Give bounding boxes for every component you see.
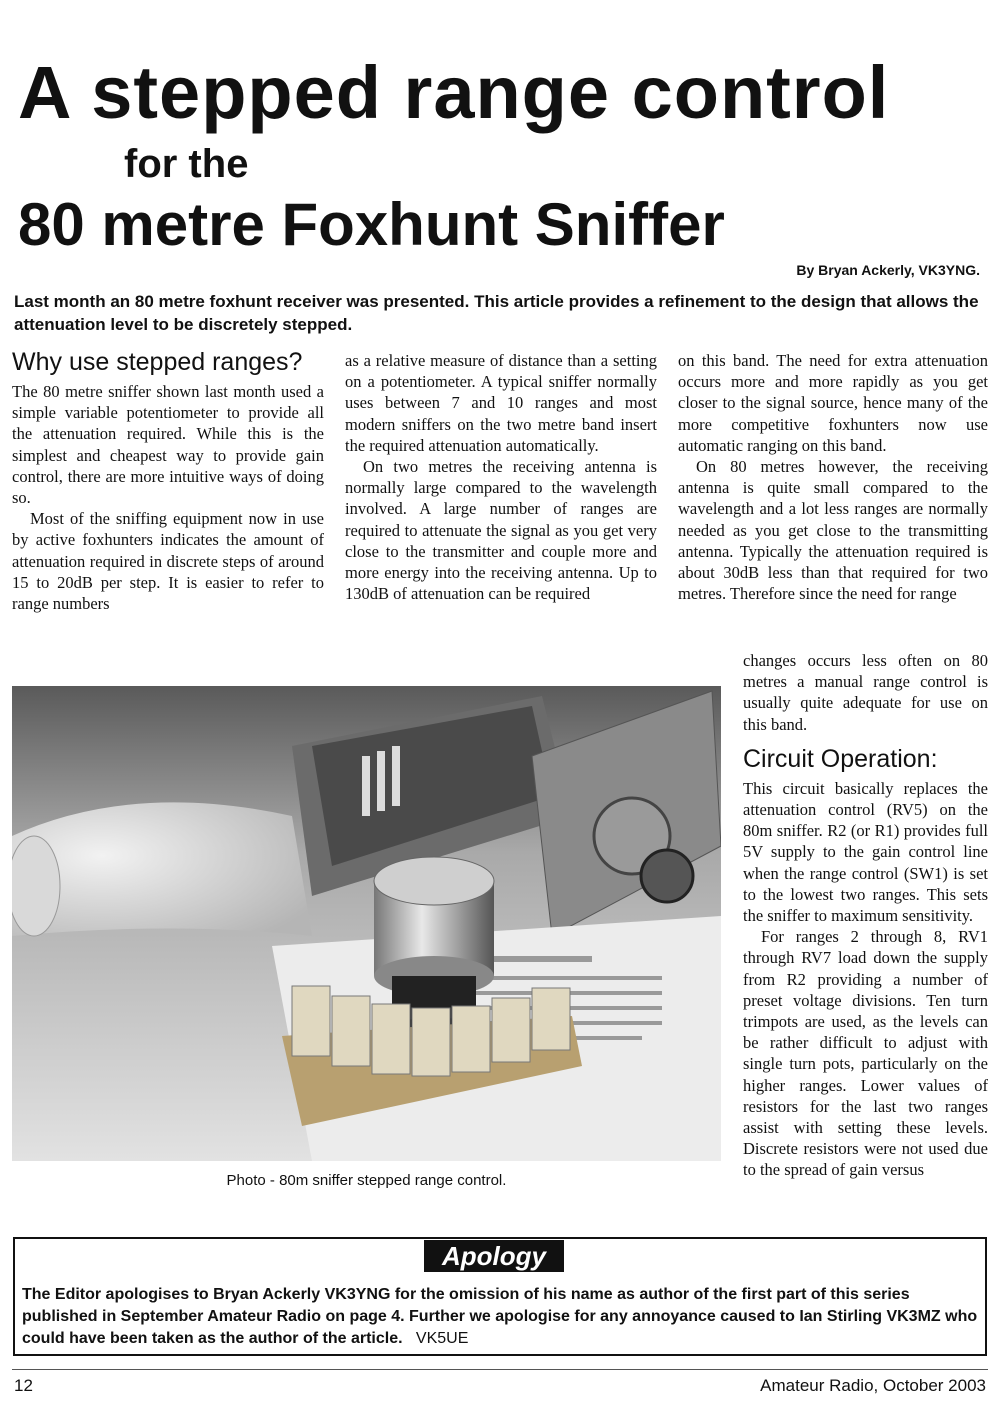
paragraph: On 80 metres however, the receiving antenna is quite small compared to the wavelength and a lot less ranges are normally needed as you get close to the transmitting antenna. Typically the attenuation required is about 30dB less than that required for two metres. Therefore since the need for range xyxy=(678,457,988,604)
apology-title: Apology xyxy=(424,1240,564,1272)
photo-caption: Photo - 80m sniffer stepped range control. xyxy=(226,1172,507,1189)
column-3-bottom xyxy=(743,650,988,1181)
paragraph: On two metres the receiving antenna is normally large compared to the wavelength involved. A large number of ranges are required to attenuate the signal as you get very close to the transmitter and couple more and more energy into the receiving antenna. Up to 130dB of attenuation can be required xyxy=(345,457,657,604)
page-number: 12 xyxy=(14,1376,33,1395)
column-2 xyxy=(345,350,657,604)
column-1 xyxy=(12,348,324,614)
apology-body: The Editor apologises to Bryan Ackerly VK3YNG for the omission of his name as author of the first part of this series published in September Amateur Radio on page 4. Further we apologise for any annoyance caused to Ian Stirling VK3MZ who could have been taken as the author of the article. xyxy=(22,1286,978,1347)
section-heading-why: Why use stepped ranges? xyxy=(12,348,303,376)
byline: By Bryan Ackerly, VK3YNG. xyxy=(796,262,980,278)
paragraph: on this band. The need for extra attenuation occurs more and more rapidly as you get closer to the signal source, hence many of the more competitive foxhunters now use automatic ranging on this band. xyxy=(678,351,988,455)
publication-info: Amateur Radio, October 2003 xyxy=(760,1376,986,1395)
paragraph: For ranges 2 through 8, RV1 through RV7 load down the supply from R2 providing a number of preset voltage divisions. Ten turn trimpots are used, as the levels can be rather difficult to adjust with single turn pots, particularly on the higher ranges. Lower values of resistors for the last two ranges assist with setting these levels. Discrete resistors were not used due to the spread of gain versus xyxy=(743,927,988,1180)
section-heading-circuit: Circuit Operation: xyxy=(743,744,938,773)
paragraph: Most of the sniffing equipment now in use by active foxhunters indicates the amount of attenuation required in discrete steps of around 15 to 20dB per step. It is easier to refer to range numbers xyxy=(12,509,324,614)
paragraph: changes occurs less often on 80 metres a manual range control is usually quite adequate for use on this band. xyxy=(743,651,988,734)
sniffer-photo xyxy=(12,686,721,1161)
apology-text xyxy=(22,1284,987,1350)
paragraph: This circuit basically replaces the attenuation control (RV5) on the 80m sniffer. R2 (or R1) provides full 5V supply to the gain control line when the range control (SW1) is set to the lowest two ranges. This sets the sniffer to maximum sensitivity. xyxy=(743,778,988,926)
article-title-line3: 80 metre Foxhunt Sniffer xyxy=(18,191,725,258)
intro-paragraph: Last month an 80 metre foxhunt receiver was presented. This article provides a refinement to the design that allows the attenuation level to be discretely stepped. xyxy=(14,292,979,334)
column-3-top xyxy=(678,350,988,604)
article-title-line1: A stepped range control xyxy=(18,51,890,134)
paragraph: The 80 metre sniffer shown last month used a simple variable potentiometer to provide all the attenuation required. While this is the simplest and cheapest way to provide gain control, there are more intuitive ways of doing so. xyxy=(12,382,324,508)
apology-signoff: VK5UE xyxy=(415,1330,469,1347)
article-title-line2: for the xyxy=(124,142,249,186)
footer-rule xyxy=(12,1369,988,1370)
paragraph: as a relative measure of distance than a setting on a potentiometer. A typical sniffer normally uses between 7 and 10 ranges and most modern sniffers on the two metre band insert the required attenuation automatically. xyxy=(345,351,657,455)
